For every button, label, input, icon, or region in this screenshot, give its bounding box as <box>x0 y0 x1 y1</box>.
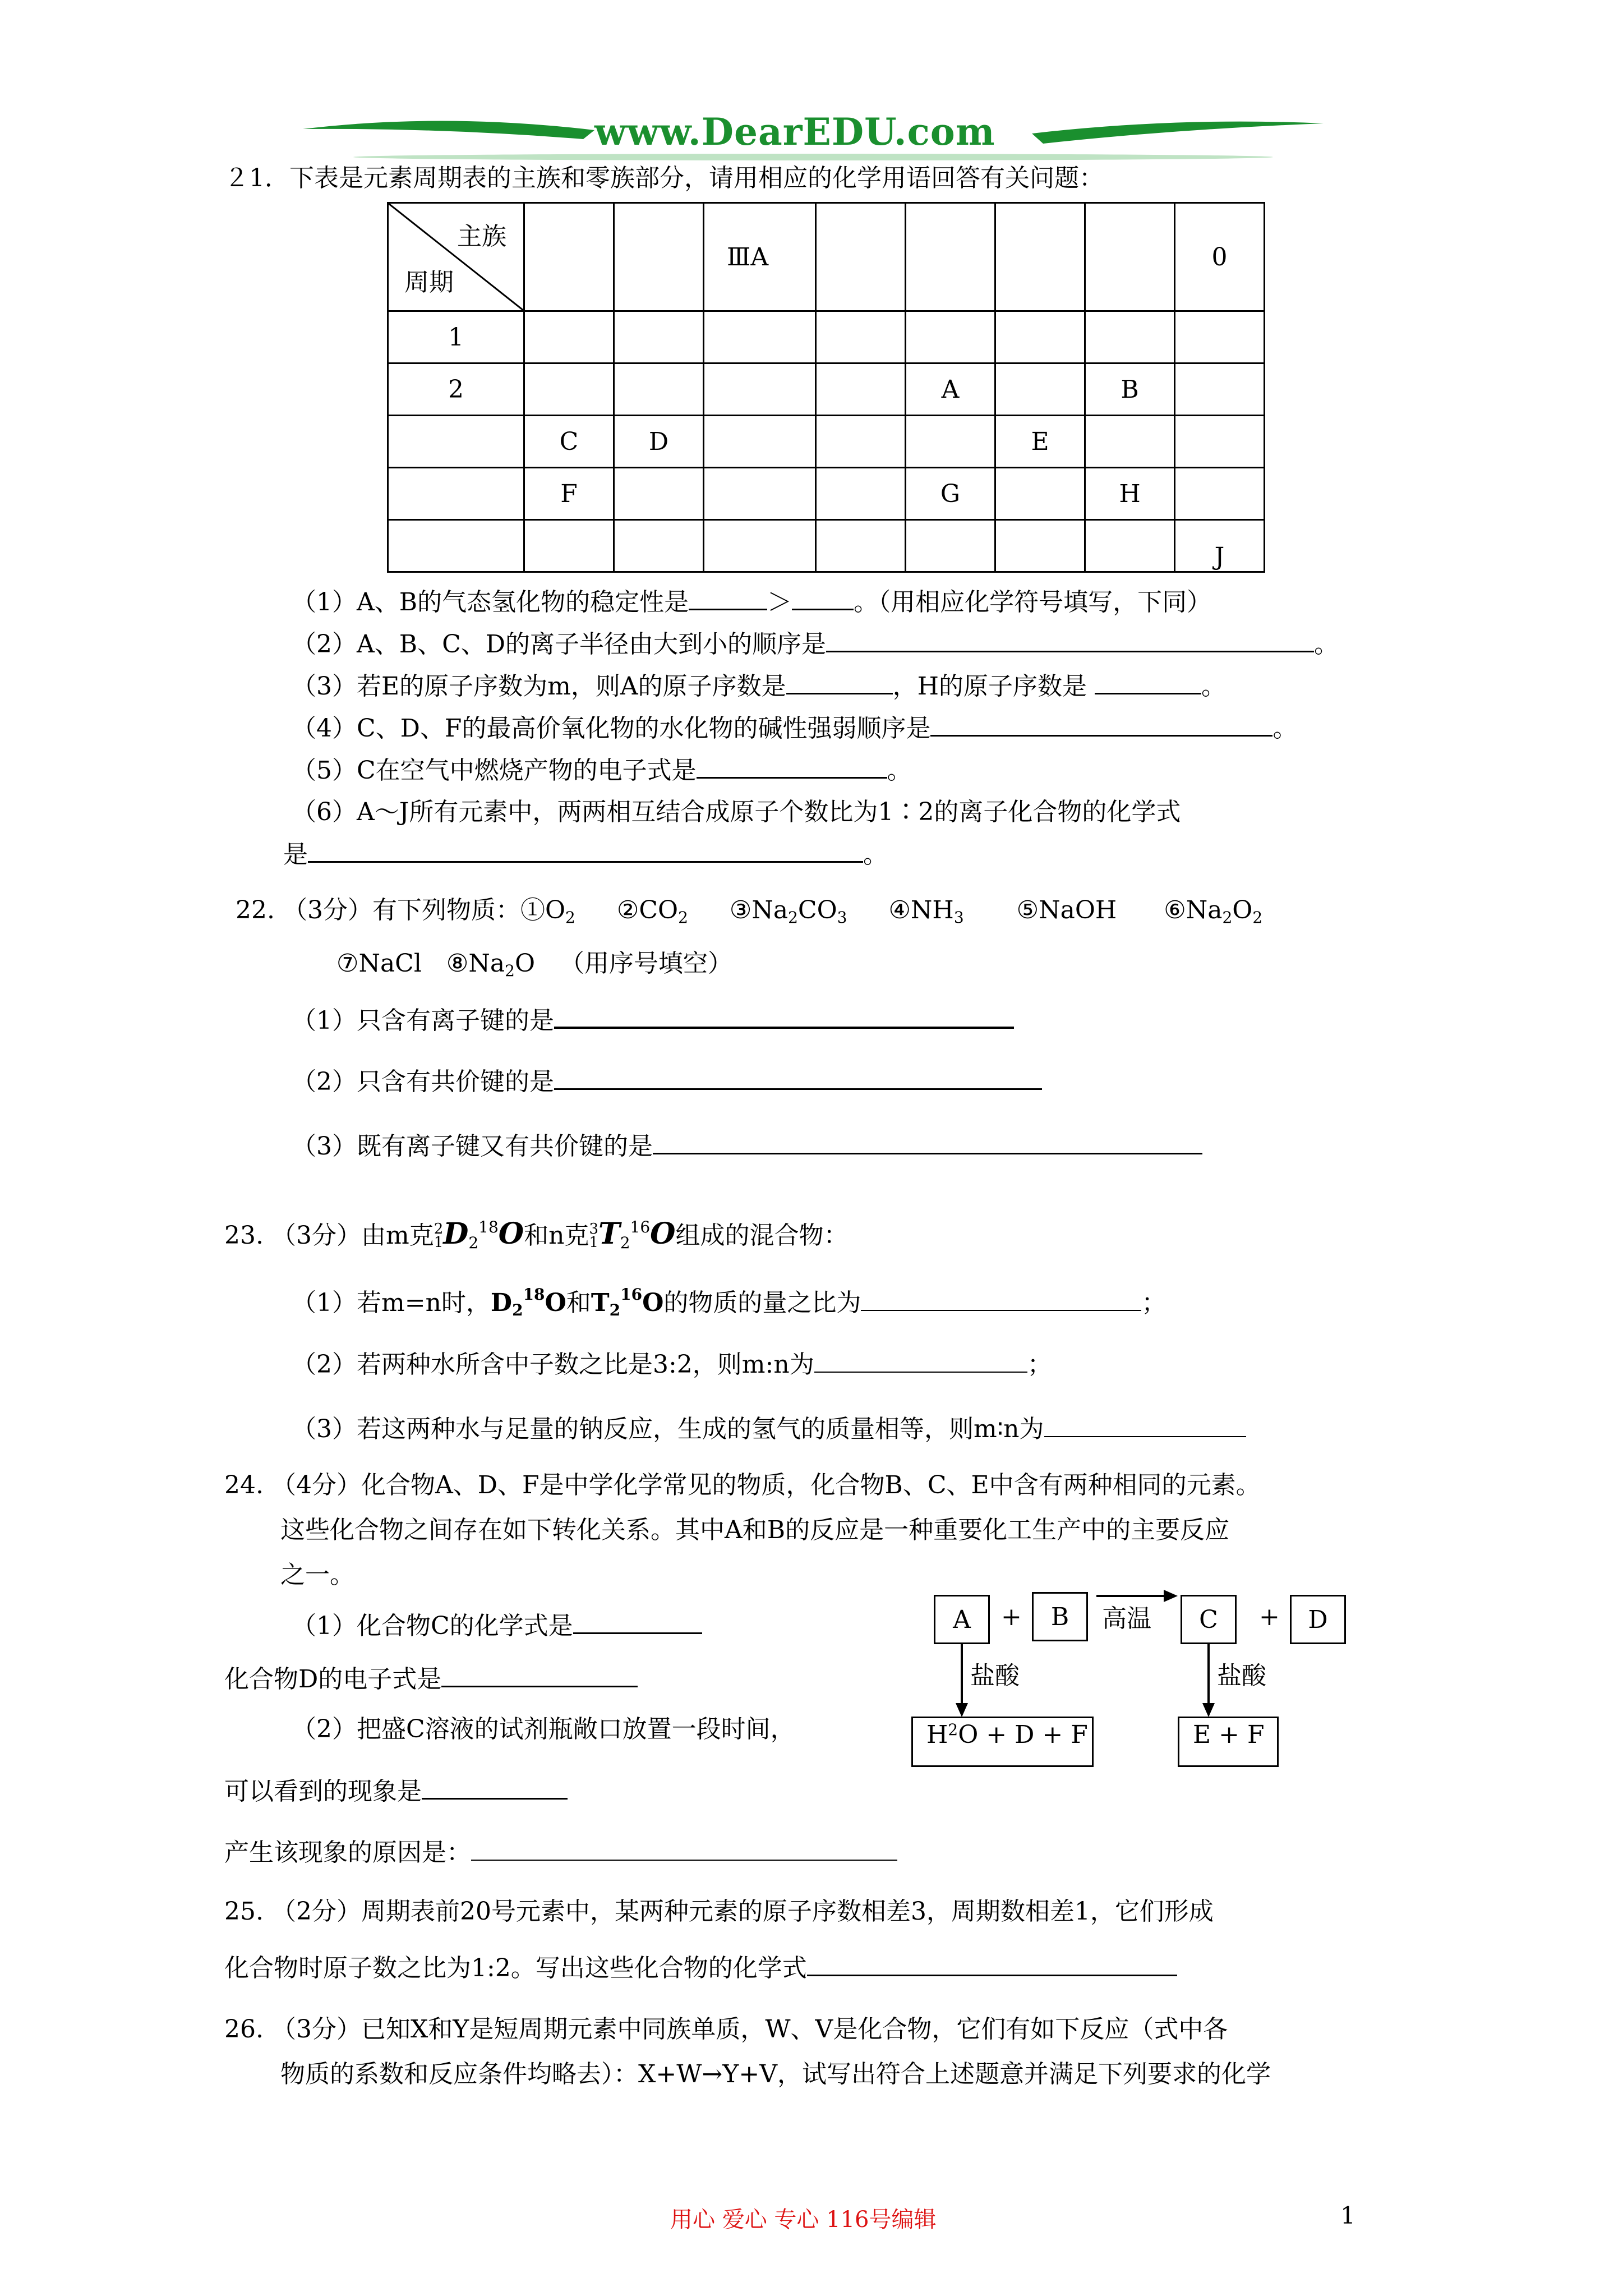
semicolon: ； <box>1027 1350 1052 1379</box>
oxygen-symbol: O <box>650 1217 676 1251</box>
table-cell <box>614 468 704 520</box>
substance-3-part: CO <box>797 896 837 924</box>
answer-blank[interactable] <box>471 1837 897 1861</box>
answer-blank[interactable] <box>697 754 887 779</box>
col-header: ⅢA <box>704 203 816 311</box>
down-arrow-right <box>1200 1644 1217 1717</box>
table-cell <box>1085 416 1175 468</box>
substance-4: ④NH <box>888 896 954 924</box>
table-cell <box>524 311 614 364</box>
table-row <box>388 364 1265 416</box>
substance-8-part: O <box>514 949 536 978</box>
table-cell <box>816 364 906 416</box>
compound-c-box: C <box>1181 1595 1237 1644</box>
table-row <box>388 520 1265 572</box>
periodic-table <box>387 202 1265 573</box>
substance-8: ⑧Na <box>446 949 505 978</box>
subscript: 2 <box>609 1301 621 1319</box>
table-cell: F <box>524 468 614 520</box>
subscript: 2 <box>468 1234 479 1252</box>
table-row <box>388 416 1265 468</box>
table-cell: G <box>906 468 995 520</box>
answer-blank[interactable] <box>861 1287 1141 1311</box>
row-label: 2 <box>388 364 524 416</box>
table-corner <box>388 203 524 311</box>
q23-tail: 组成的混合物： <box>675 1221 849 1250</box>
substance-6-part: O <box>1232 896 1253 924</box>
q22-note: （用序号填空） <box>560 949 733 978</box>
compound-b-box: B <box>1032 1592 1088 1641</box>
table-cell <box>1175 364 1265 416</box>
answer-blank[interactable] <box>786 670 893 694</box>
products-left-box <box>911 1717 1094 1767</box>
product-text: H <box>926 1720 948 1749</box>
q23-part1 <box>292 1279 1166 1326</box>
q23-part3-text: （3）若这两种水与足量的钠反应，生成的氢气的质量相等，则m∶n为 <box>292 1415 1044 1443</box>
mass-number: 2 <box>434 1221 444 1237</box>
q21-part5 <box>292 754 912 786</box>
q25-line1: 25. （2分）周期表前20号元素中，某两种元素的原子序数相差3，周期数相差1，它们形成 <box>224 1897 1214 1926</box>
q21-part6-line1: （6）A～J所有元素中，两两相互结合成原子个数比为1∶2的离子化合物的化学式 <box>292 798 1181 826</box>
answer-blank[interactable] <box>308 839 863 863</box>
mass-number: 18 <box>523 1285 545 1304</box>
mass-number: 16 <box>630 1218 651 1236</box>
hydrochloric-acid-label: 盐酸 <box>970 1662 1020 1690</box>
q21-part6-text: 是 <box>283 840 308 869</box>
q22-substances-line1 <box>236 895 1262 933</box>
col-header <box>524 203 614 311</box>
subscript: 2 <box>565 908 575 927</box>
plus-sign: + <box>1001 1603 1022 1631</box>
table-cell <box>1085 311 1175 364</box>
table-row <box>388 468 1265 520</box>
site-logo: www.DearEDU.com <box>594 110 995 154</box>
q22-part3-text: （3）既有离子键又有共价键的是 <box>292 1132 653 1161</box>
table-cell <box>816 311 906 364</box>
answer-blank[interactable] <box>930 712 1272 737</box>
q22-part1 <box>292 1004 1014 1037</box>
table-cell: C <box>524 416 614 468</box>
table-cell <box>995 468 1085 520</box>
subscript: 2 <box>678 908 688 927</box>
subscript: 2 <box>620 1234 630 1252</box>
period: 。 <box>1272 714 1298 743</box>
answer-blank[interactable] <box>554 1066 1042 1090</box>
deuterium-symbol: D <box>443 1217 469 1251</box>
q24-part2b-text: 可以看到的现象是 <box>224 1777 422 1806</box>
oxygen-symbol: O <box>498 1217 524 1251</box>
table-cell <box>906 311 995 364</box>
q23-part3 <box>292 1414 1246 1445</box>
q22-substances-line2 <box>336 948 732 987</box>
q22-part1-text: （1）只含有离子键的是 <box>292 1006 554 1035</box>
q23-part2 <box>292 1349 1052 1381</box>
q21-part1 <box>292 586 1211 618</box>
table-cell <box>614 311 704 364</box>
table-cell <box>704 364 816 416</box>
answer-blank[interactable] <box>807 1952 1177 1976</box>
mass-number: 16 <box>620 1285 643 1304</box>
mass-number: 18 <box>478 1218 499 1236</box>
table-cell: B <box>1085 364 1175 416</box>
q24-part1b <box>224 1663 638 1695</box>
plus-sign: + <box>1259 1603 1280 1631</box>
answer-blank[interactable] <box>1044 1414 1246 1437</box>
oxygen-symbol: O <box>545 1289 566 1317</box>
table-cell <box>816 520 906 572</box>
table-cell <box>614 520 704 572</box>
deuterium-symbol: D <box>490 1289 513 1317</box>
tritium-symbol: T <box>598 1217 620 1251</box>
table-cell <box>704 468 816 520</box>
table-cell <box>995 364 1085 416</box>
table-cell <box>906 520 995 572</box>
subscript: 2 <box>948 1720 958 1739</box>
q21-part1-text: （1）A、B的气态氢化物的稳定性是 <box>292 588 689 616</box>
col-header <box>906 203 995 311</box>
subscript: 3 <box>953 908 964 927</box>
q21-part3-mid: ，H的原子序数是 <box>892 672 1095 701</box>
table-cell <box>614 364 704 416</box>
subscript: 2 <box>788 908 798 927</box>
q21-part6-line2 <box>283 839 888 871</box>
q24-line3: 之一。 <box>280 1561 354 1589</box>
q22-part2 <box>292 1066 1042 1098</box>
corner-bottom-label: 周期 <box>404 268 454 297</box>
table-cell: J <box>1175 520 1265 572</box>
q26-line2: 物质的系数和反应条件均略去）：X+W→Y+V，试写出符合上述题意并满足下列要求的化学 <box>280 2060 1271 2088</box>
table-cell <box>1085 520 1175 572</box>
subscript: 3 <box>837 908 847 927</box>
subscript: 2 <box>1222 908 1233 927</box>
hydrochloric-acid-label: 盐酸 <box>1217 1662 1266 1690</box>
table-cell <box>704 520 816 572</box>
period: 。 <box>1314 630 1339 659</box>
products-right-box: E + F <box>1178 1717 1279 1767</box>
q21-part4-text: （4）C、D、F的最高价氧化物的水化物的碱性强弱顺序是 <box>292 714 931 743</box>
subscript: 2 <box>505 961 515 980</box>
substance-2: ②CO <box>616 896 679 924</box>
q21-part1-note: 。（用相应化学符号填写，下同） <box>854 588 1212 616</box>
q23-part1-mid: 的物质的量之比为 <box>663 1289 861 1317</box>
q23-part2-text: （2）若两种水所含中子数之比是3:2，则m:n为 <box>292 1350 814 1379</box>
reaction-condition: 高温 <box>1102 1604 1151 1633</box>
substance-5: ⑤NaOH <box>1016 896 1117 924</box>
down-arrow-left <box>953 1644 970 1717</box>
q23-part1-text: （1）若m=n时， <box>292 1289 491 1317</box>
q22-part2-text: （2）只含有共价键的是 <box>292 1068 554 1096</box>
q23-lead-text: 23. （3分）由m克 <box>224 1221 434 1250</box>
answer-blank[interactable] <box>422 1775 568 1800</box>
row-label <box>388 520 524 572</box>
q24-part2c-text: 产生该现象的原因是： <box>224 1838 471 1867</box>
q23-lead <box>224 1212 848 1259</box>
table-cell: D <box>614 416 704 468</box>
and-text: 和 <box>566 1289 591 1317</box>
col-header <box>816 203 906 311</box>
table-cell: H <box>1085 468 1175 520</box>
answer-blank[interactable] <box>554 1004 1014 1029</box>
q21-intro: ２1．下表是元素周期表的主族和零族部分，请用相应的化学用语回答有关问题： <box>224 164 1104 192</box>
semicolon: ； <box>1141 1289 1166 1317</box>
q26-line1: 26. （3分）已知X和Y是短周期元素中同族单质，W、V是化合物，它们有如下反应（式中各 <box>224 2015 1228 2044</box>
q25-line2 <box>224 1952 1177 1984</box>
subscript: 2 <box>512 1301 523 1319</box>
table-cell: E <box>995 416 1085 468</box>
subscript: 2 <box>1252 908 1263 927</box>
col-header <box>1085 203 1175 311</box>
footer-text: 用心 爱心 专心 116号编辑 <box>670 2207 937 2233</box>
q24-part1b-text: 化合物D的电子式是 <box>224 1665 442 1694</box>
substance-6: ⑥Na <box>1164 896 1223 924</box>
page-number: 1 <box>1340 2202 1355 2229</box>
q24-part1-text: （1）化合物C的化学式是 <box>292 1612 573 1640</box>
substance-3: ③Na <box>729 896 789 924</box>
q24-line1: 24. （4分）化合物A、D、F是中学化学常见的物质，化合物B、C、E中含有两种相同的元素。 <box>224 1471 1261 1499</box>
answer-blank[interactable] <box>1095 670 1201 694</box>
period: 。 <box>887 756 912 785</box>
table-cell <box>704 311 816 364</box>
q24-part2b <box>224 1775 568 1807</box>
substance-7: ⑦NaCl <box>336 949 422 978</box>
gt-sign: ＞ <box>767 588 792 616</box>
answer-blank[interactable] <box>653 1130 1202 1154</box>
q24-part2: （2）把盛C溶液的试剂瓶敞口放置一段时间， <box>292 1715 795 1743</box>
q24-part1 <box>292 1610 702 1642</box>
col-header: 0 <box>1175 203 1265 311</box>
q21-part4 <box>292 712 1297 744</box>
period: 。 <box>863 840 888 869</box>
q22-part3 <box>292 1130 1202 1162</box>
corner-top-label: 主族 <box>457 222 506 251</box>
product-text: O + D + F <box>958 1720 1088 1749</box>
table-row <box>388 311 1265 364</box>
table-cell <box>524 364 614 416</box>
col-header <box>614 203 704 311</box>
q24-part2c <box>224 1837 897 1869</box>
q23-mid: 和n克 <box>524 1221 589 1250</box>
isotope-t-numbers <box>589 1222 598 1249</box>
row-label: 1 <box>388 311 524 364</box>
q21-part5-text: （5）C在空气中燃烧产物的电子式是 <box>292 756 697 785</box>
table-cell <box>524 520 614 572</box>
q21-part2 <box>292 628 1339 660</box>
q21-part3-text: （3）若E的原子序数为m，则A的原子序数是 <box>292 672 786 701</box>
table-cell <box>995 311 1085 364</box>
table-cell <box>906 416 995 468</box>
table-cell <box>816 468 906 520</box>
oxygen-symbol: O <box>642 1289 664 1317</box>
compound-d-box: D <box>1290 1595 1346 1644</box>
answer-blank[interactable] <box>689 586 767 610</box>
answer-blank[interactable] <box>441 1663 638 1687</box>
isotope-d-numbers <box>434 1222 444 1249</box>
compound-a-box: A <box>934 1595 990 1644</box>
table-cell <box>995 520 1085 572</box>
atomic-number: 1 <box>434 1234 444 1251</box>
period: 。 <box>1201 672 1226 701</box>
table-cell <box>1175 311 1265 364</box>
answer-blank[interactable] <box>573 1610 702 1634</box>
answer-blank[interactable] <box>826 628 1314 652</box>
answer-blank[interactable] <box>814 1349 1027 1373</box>
table-cell <box>704 416 816 468</box>
q25-line2-text: 化合物时原子数之比为1:2。写出这些化合物的化学式 <box>224 1954 807 1982</box>
q21-part3 <box>292 670 1226 702</box>
table-cell <box>1175 468 1265 520</box>
table-cell <box>1175 416 1265 468</box>
q21-part2-text: （2）A、B、C、D的离子半径由大到小的顺序是 <box>292 630 827 659</box>
col-header <box>995 203 1085 311</box>
row-label <box>388 468 524 520</box>
q22-lead: 22. （3分）有下列物质： <box>236 896 520 924</box>
atomic-number: 1 <box>589 1234 598 1251</box>
table-cell: A <box>906 364 995 416</box>
tritium-symbol: T <box>591 1289 610 1317</box>
table-cell <box>816 416 906 468</box>
substance-1: ①O <box>520 896 566 924</box>
row-label <box>388 416 524 468</box>
answer-blank[interactable] <box>792 586 854 610</box>
reaction-arrow <box>1096 1588 1178 1604</box>
mass-number: 3 <box>589 1221 598 1237</box>
q24-line2: 这些化合物之间存在如下转化关系。其中A和B的反应是一种重要化工生产中的主要反应 <box>280 1516 1230 1544</box>
